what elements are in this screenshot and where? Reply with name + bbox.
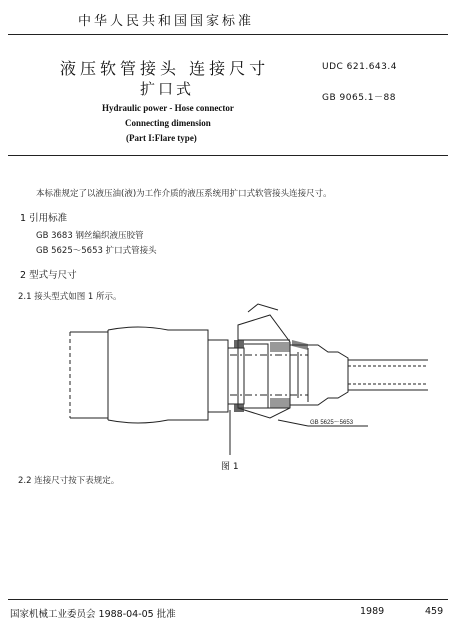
header-org-title: 中华人民共和国国家标准 [78, 14, 255, 29]
footer-issuer: 国家机械工业委员会 1988-04-05 批准 [10, 609, 176, 620]
reference-item: GB 3683 钢丝编织液压胶管 [36, 231, 144, 241]
title-cn-sub: 扩口式 [140, 80, 195, 98]
intro-paragraph: 本标准规定了以液压油(液)为工作介质的液压系统用扩口式软管接头连接尺寸。 [36, 189, 332, 199]
title-en-line1: Hydraulic power - Hose connector [102, 103, 234, 113]
section-heading-references: 1 引用标准 [20, 213, 68, 224]
figure-label: GB 5625～5653 [310, 420, 354, 426]
section-heading-type-dimensions: 2 型式与尺寸 [20, 270, 77, 281]
title-en-line2: Connecting dimension [125, 118, 211, 128]
figure-hose-connector [8, 300, 448, 455]
gb-number: GB 9065.1－88 [322, 93, 396, 103]
reference-item: GB 5625～5653 扩口式管接头 [36, 246, 157, 256]
footer-year: 1989 [360, 606, 385, 617]
page-number: 459 [425, 606, 444, 617]
header-divider [8, 34, 448, 35]
udc-number: UDC 621.643.4 [322, 62, 397, 72]
clause-2-2: 2.2 连接尺寸按下表规定。 [18, 476, 120, 486]
title-cn-main: 液压软管接头 连接尺寸 [60, 59, 270, 78]
clause-2-1: 2.1 接头型式如图 1 所示。 [18, 292, 122, 302]
footer-divider [8, 599, 448, 600]
figure-caption: 图 1 [221, 462, 239, 472]
title-divider [8, 155, 448, 156]
title-en-line3: (Part I:Flare type) [126, 133, 197, 143]
